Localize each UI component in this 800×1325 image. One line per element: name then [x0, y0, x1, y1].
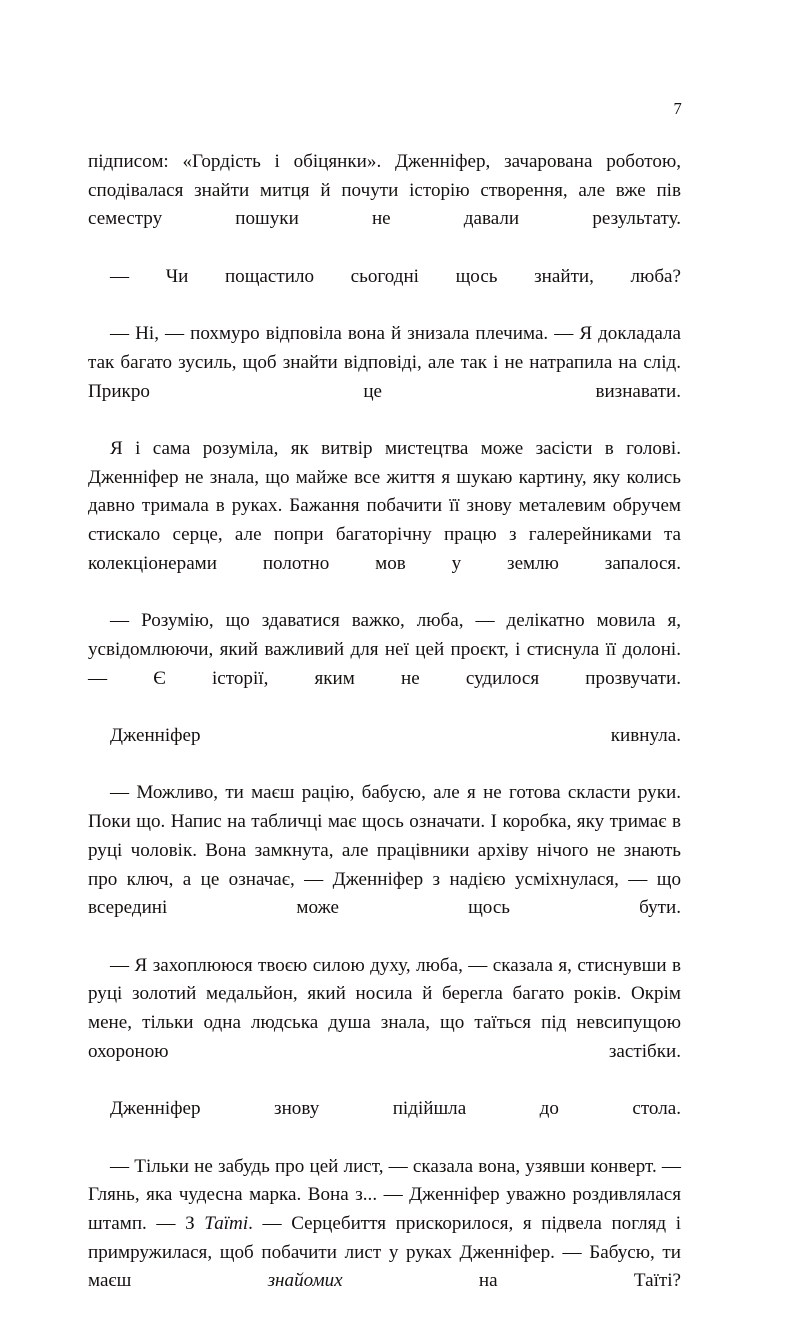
paragraph: підписом: «Гордість і обіцянки». Дженніфер, зачарована роботою, сподівалася знайти митця й почути історію створення, але вже пів семестру пошуки не давали результату.: [88, 151, 681, 230]
paragraph: — Розумію, що здаватися важко, люба, — делікатно мовила я, усвідомлюючи, який важливий для неї цей проєкт, і стиснула її долоні. — Є історії, яким не судилося прозвучати.: [88, 610, 681, 689]
paragraph: — Ні, — похмуро відповіла вона й знизала плечима. — Я докладала так багато зусиль, щоб знайти відповіді, але так і не натрапила на слід. Прикро це визнавати.: [88, 323, 681, 402]
paragraph: — Я захоплююся твоєю силою духу, люба, — сказала я, стиснувши в руці золотий медальйон, який носила й берегла багато років. Окрім мене, тільки одна людська душа знала, що таїться під невсипущою охороною застібки.: [88, 954, 681, 1062]
paragraph: Я і сама розуміла, як витвір мистецтва може засісти в голові. Дженніфер не знала, що майже все життя я шукаю картину, яку колись давно тримала в руках. Бажання побачити її знову металевим обручем стискало серце, але попри багаторічну працю з галерейниками та колекціонерами полотно мов у землю запалося.: [88, 438, 681, 574]
paragraph: — Можливо, ти маєш рацію, бабусю, але я не готова скласти руки. Поки що. Напис на табличці має щось означати. І коробка, яку тримає в руці чоловік. Вона замкнута, але працівники архіву нічого не знають про ключ, а це означає, — Дженніфер з надією усміхнулася, — що всередині може щось бути.: [88, 782, 681, 919]
emphasized-text: Таїті: [204, 1213, 249, 1235]
page-number: 7: [673, 99, 682, 118]
body-text-block: [88, 148, 681, 1325]
paragraph: Дженніфер кивнула.: [110, 725, 681, 747]
emphasized-text: знайомих: [267, 1270, 343, 1292]
paragraph: — Тільки не забудь про цей лист, — сказала вона, узявши конверт. — Глянь, яка чудесна марка. Вона з... — Дженніфер уважно роздивлялася штамп. — З Таїті. — Серцебиття прискорилося, я підвела погляд і примружилася, щоб побачити лист у руках Дженніфер. — Бабусю, ти маєш знайомих на Таїті?: [88, 1155, 681, 1292]
paragraph: — Чи пощастило сьогодні щось знайти, люба?: [110, 265, 681, 287]
paragraph: Дженніфер знову підійшла до стола.: [110, 1098, 681, 1120]
